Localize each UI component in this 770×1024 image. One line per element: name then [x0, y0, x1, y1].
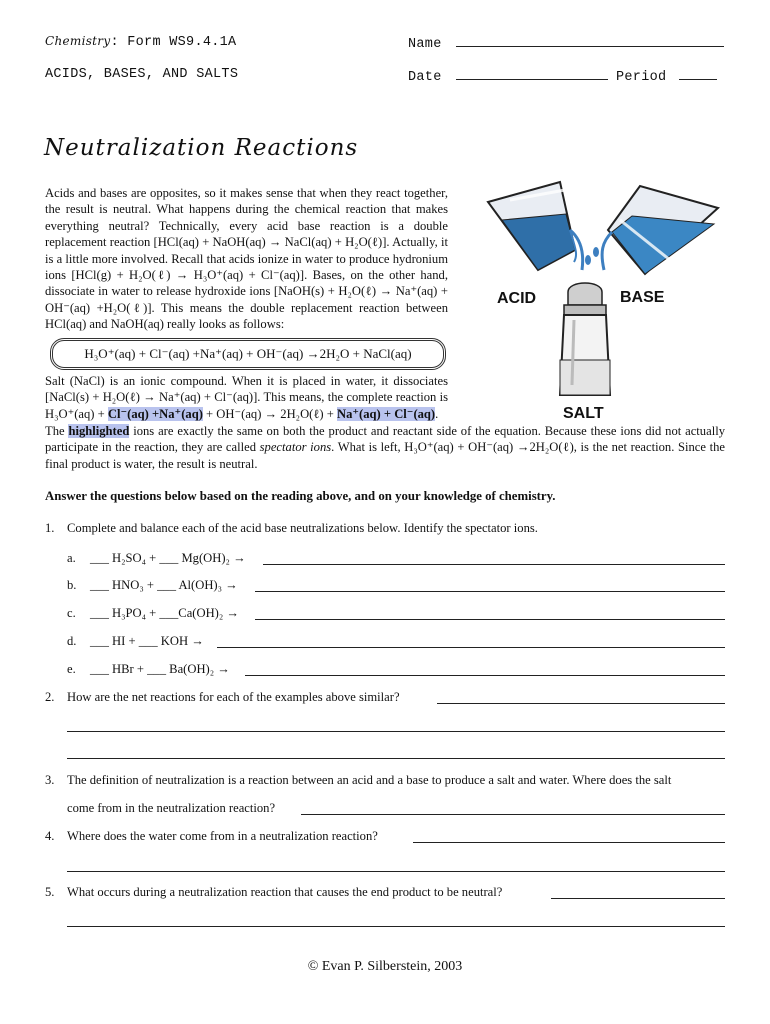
- question-3: 3. The definition of neutralization is a reaction between an acid and a base to produce a salt and water. Where does the salt: [45, 773, 672, 787]
- header-unit: ACIDS, BASES, AND SALTS: [45, 67, 239, 82]
- date-blank[interactable]: [456, 67, 608, 80]
- page-title: Neutralization Reactions: [44, 135, 359, 161]
- question-1c: c. ___ H₃PO₄ + ___Ca(OH)₂ →: [45, 605, 725, 623]
- base-beaker-icon: [602, 186, 718, 274]
- question-3-cont: come from in the neutralization reaction?: [45, 800, 725, 818]
- question-1a: a. ___ H₂SO₄ + ___ Mg(OH)₂ →: [45, 550, 725, 568]
- answer-line-1a[interactable]: [263, 564, 725, 565]
- salt-label: SALT: [563, 405, 604, 422]
- answer-line-2c[interactable]: [67, 758, 725, 759]
- copyright-footer: © Evan P. Silberstein, 2003: [307, 959, 463, 974]
- answer-line-5b[interactable]: [67, 926, 725, 927]
- answer-line-1b[interactable]: [255, 591, 725, 592]
- name-blank[interactable]: [456, 34, 724, 47]
- date-field[interactable]: Date: [408, 67, 608, 85]
- question-4: 4. Where does the water come from in a neutralization reaction?: [45, 828, 725, 846]
- answer-line-3[interactable]: [301, 814, 725, 815]
- highlight-spectator-1: Cl⁻(aq) +Na⁺(aq): [107, 406, 203, 421]
- reading-paragraph-3: The highlighted ions are exactly the same on both the product and reactant side of the equation. Because these ions did not actually participate in the reaction, they are called spectator ions. What is left, H₃O⁺(aq) + OH⁻(aq) →2H₂O(ℓ), is the net reaction. Since the final product is water, the result is neutral.: [45, 424, 726, 471]
- question-1d: d. ___ HI + ___ KOH →: [45, 633, 725, 651]
- boxed-equation: H₃O⁺(aq) + Cl⁻(aq) +Na⁺(aq) + OH⁻(aq) →2H₂O + NaCl(aq): [50, 338, 446, 370]
- highlighted-word: highlighted: [68, 424, 130, 438]
- base-label: BASE: [620, 289, 665, 306]
- answer-line-1d[interactable]: [217, 647, 725, 648]
- answer-line-5a[interactable]: [551, 898, 725, 899]
- highlight-spectator-2: Na⁺(aq) + Cl⁻(aq): [337, 406, 436, 421]
- question-1e: e. ___ HBr + ___ Ba(OH)₂ →: [45, 661, 725, 679]
- question-2: 2. How are the net reactions for each of the examples above similar?: [45, 689, 725, 707]
- salt-shaker-icon: [560, 283, 610, 395]
- answer-line-4b[interactable]: [67, 871, 725, 872]
- answer-line-4a[interactable]: [413, 842, 725, 843]
- header-subject: Chemistry: Form WS9.4.1A: [45, 34, 237, 50]
- answer-line-2b[interactable]: [67, 731, 725, 732]
- answer-line-2a[interactable]: [437, 703, 725, 704]
- answer-line-1e[interactable]: [245, 675, 725, 676]
- acid-beaker-icon: [488, 182, 583, 270]
- question-5: 5. What occurs during a neutralization reaction that causes the end product to be neutral?: [45, 884, 725, 902]
- question-1b: b. ___ HNO₃ + ___ Al(OH)₃ →: [45, 577, 725, 595]
- name-field[interactable]: Name: [408, 34, 724, 52]
- question-1: 1. Complete and balance each of the acid base neutralizations below. Identify the spectator ions.: [45, 521, 538, 535]
- instructions: Answer the questions below based on the reading above, and on your knowledge of chemistry.: [45, 489, 556, 503]
- answer-line-1c[interactable]: [255, 619, 725, 620]
- period-blank[interactable]: [679, 67, 717, 80]
- reading-paragraph-2: Salt (NaCl) is an ionic compound. When it is placed in water, it dissociates [NaCl(s) + H₂O(ℓ) → Na⁺(aq) + Cl⁻(aq)]. This means, the complete reaction is H₃O⁺(aq) + Cl⁻(aq) +Na⁺(aq) + OH⁻(aq) → 2H₂O(ℓ) + Na⁺(aq) + Cl⁻(aq).: [45, 374, 448, 421]
- reading-paragraph-1: Acids and bases are opposites, so it makes sense that when they react together, the result is neutral. What happens during the chemical reaction that makes everything neutral? Technically, every acid base reaction is a double replacement reaction [HCl(aq) + NaOH(aq) → NaCl(aq) + H₂O(ℓ)]. Actually, it is a little more involved. Recall that acids ionize in water to produce hydronium ions [HCl(g) + H₂O(ℓ) → H₃O⁺(aq) + Cl⁻(aq)]. Bases, on the other hand, dissociate in water to release hydroxide ions [NaOH(s) + H₂O(ℓ) → Na⁺(aq) + OH⁻(aq) +H₂O(ℓ)]. This means the double replacement reaction between HCl(aq) and NaOH(aq) really looks as follows:: [45, 186, 448, 332]
- period-field[interactable]: Period: [616, 67, 717, 85]
- acid-label: ACID: [497, 290, 537, 307]
